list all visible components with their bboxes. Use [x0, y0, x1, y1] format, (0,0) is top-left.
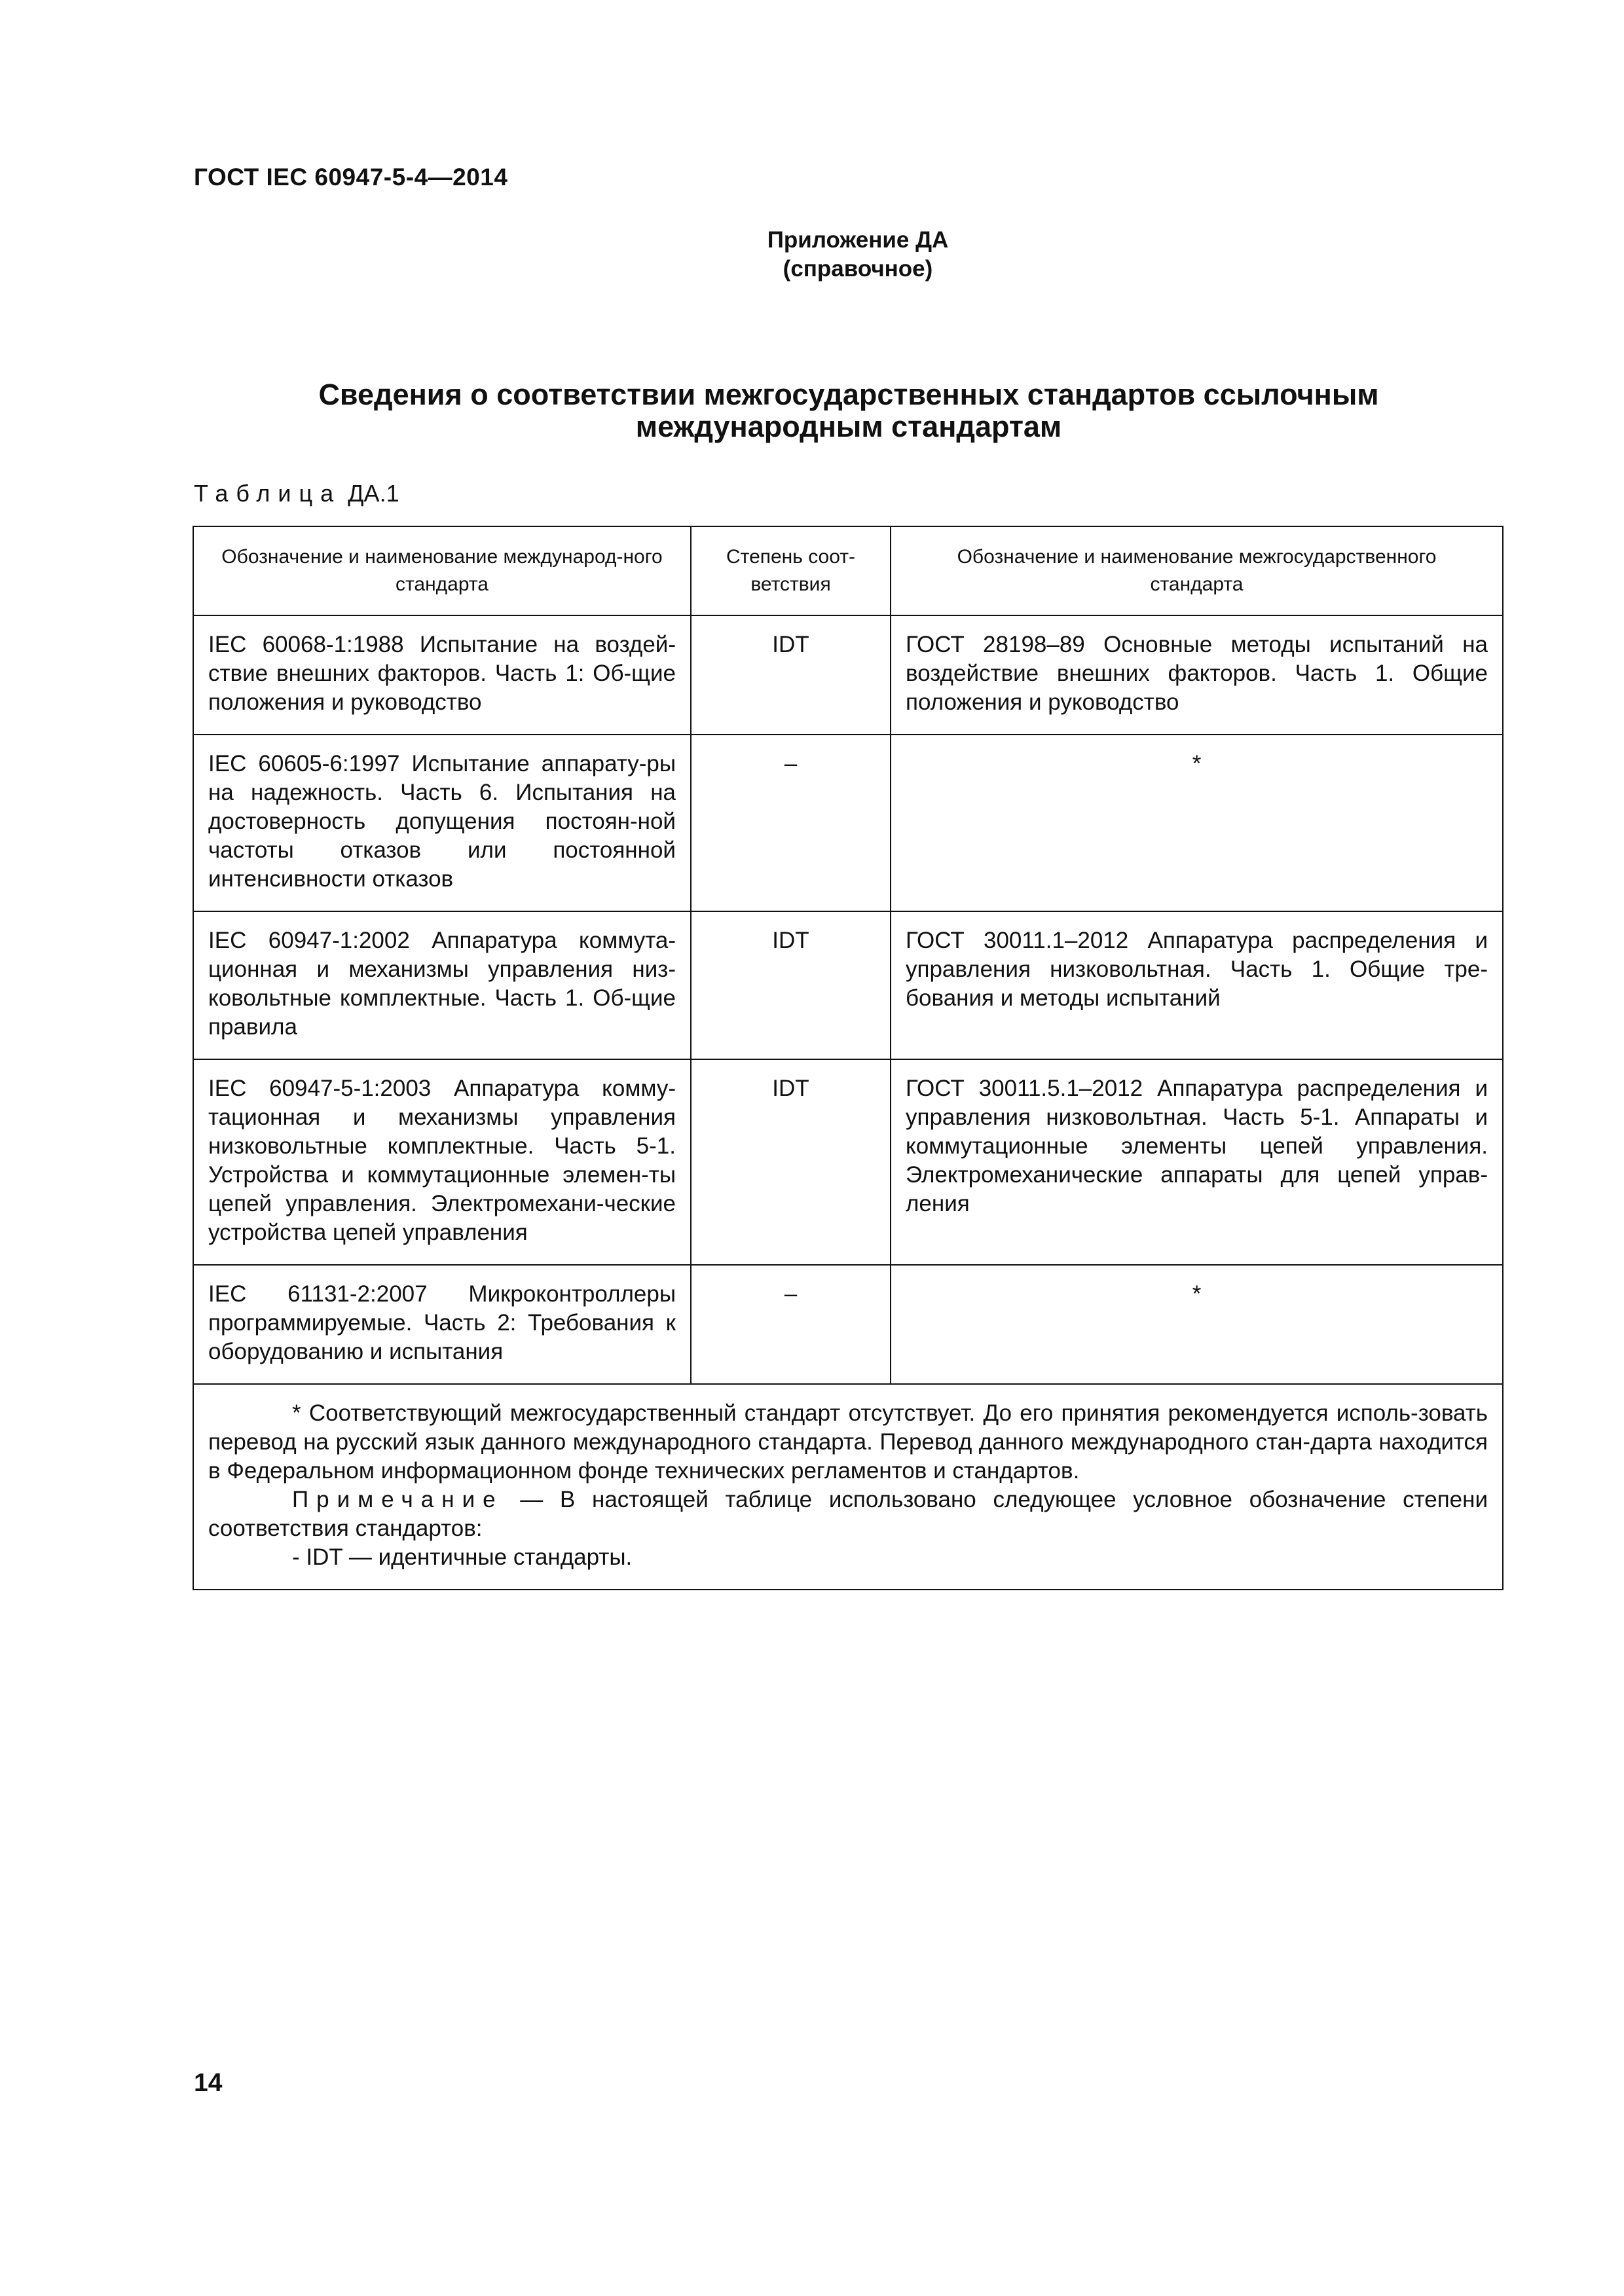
standards-correspondence-table — [193, 526, 1504, 1590]
table-row — [193, 1265, 1503, 1384]
international-standard-cell: IEC 60947-5-1:2003 Аппаратура комму-тационная и механизмы управления низковольтные комплектные. Часть 5-1. Устройства и коммутационные элемен-ты цепей управления. Электромехани-ческие устройства цепей управления — [193, 1059, 691, 1265]
appendix-type: (справочное) — [783, 256, 933, 282]
interstate-standard-cell: * — [891, 735, 1503, 911]
section-title-line-2: международным стандартам — [635, 410, 1062, 443]
interstate-standard-cell: ГОСТ 28198–89 Основные методы испытаний на воздействие внешних факторов. Часть 1. Общие положения и руководство — [891, 615, 1503, 735]
table-row — [193, 911, 1503, 1059]
note-item: - IDT — идентичные стандарты. — [292, 1544, 633, 1570]
interstate-standard-cell: ГОСТ 30011.1–2012 Аппаратура распределения и управления низковольтная. Часть 1. Общие тре-бования и методы испытаний — [891, 911, 1503, 1059]
table-caption-label: Таблица — [194, 480, 342, 507]
degree-cell: IDT — [691, 1059, 891, 1265]
table-row — [193, 1059, 1503, 1265]
international-standard-cell: IEC 60068-1:1988 Испытание на воздей-ствие внешних факторов. Часть 1: Об-щие положения и руководство — [193, 615, 691, 735]
section-title — [194, 378, 1504, 443]
table-caption-number: ДА.1 — [348, 480, 399, 507]
international-standard-cell: IEC 61131-2:2007 Микроконтроллеры программируемые. Часть 2: Требования к оборудованию и испытания — [193, 1265, 691, 1384]
document-code: ГОСТ IEC 60947-5-4—2014 — [194, 164, 508, 191]
table-caption — [194, 480, 399, 507]
table-row — [193, 615, 1503, 735]
international-standard-cell: IEC 60605-6:1997 Испытание аппарату-ры на надежность. Часть 6. Испытания на достоверность допущения постоян-ной частоты отказов или постоянной интенсивности отказов — [193, 735, 691, 911]
header-international-standard: Обозначение и наименование международ-ного стандарта — [193, 526, 691, 615]
degree-cell: – — [691, 735, 891, 911]
international-standard-cell: IEC 60947-1:2002 Аппаратура коммута-ционная и механизмы управления низ-ковольтные комплектные. Часть 1. Об-щие правила — [193, 911, 691, 1059]
degree-cell: – — [691, 1265, 891, 1384]
table-footnote — [193, 1384, 1503, 1590]
appendix-heading — [655, 226, 1061, 283]
header-interstate-standard: Обозначение и наименование межгосударственного стандарта — [891, 526, 1503, 615]
page-number: 14 — [194, 2069, 223, 2097]
header-degree-of-correspondence: Степень соот-ветствия — [691, 526, 891, 615]
interstate-standard-cell: * — [891, 1265, 1503, 1384]
table-row — [193, 735, 1503, 911]
table-header-row — [193, 526, 1503, 615]
table-footnote-row — [193, 1384, 1503, 1590]
section-title-line-1: Сведения о соответствии межгосударственных стандартов ссылочным — [318, 378, 1379, 411]
note-label: Примечание — [292, 1487, 504, 1512]
note-text: — В настоящей таблице использовано следующее условное обозначение степени соответствия стандартов: — [208, 1487, 1488, 1541]
appendix-title: Приложение ДА — [767, 227, 949, 253]
footnote-text: * Соответствующий межгосударственный стандарт отсутствует. До его принятия рекомендуется исполь-зовать перевод на русский язык данного международного стандарта. Перевод данного международного стан-дарта находится в Федеральном информационном фонде технических регламентов и стандартов. — [208, 1400, 1488, 1484]
degree-cell: IDT — [691, 615, 891, 735]
interstate-standard-cell: ГОСТ 30011.5.1–2012 Аппаратура распределения и управления низковольтная. Часть 5-1. Аппараты и коммутационные элементы цепей управления. Электромеханические аппараты для цепей управ-ления — [891, 1059, 1503, 1265]
degree-cell: IDT — [691, 911, 891, 1059]
table-note — [208, 1485, 1488, 1543]
